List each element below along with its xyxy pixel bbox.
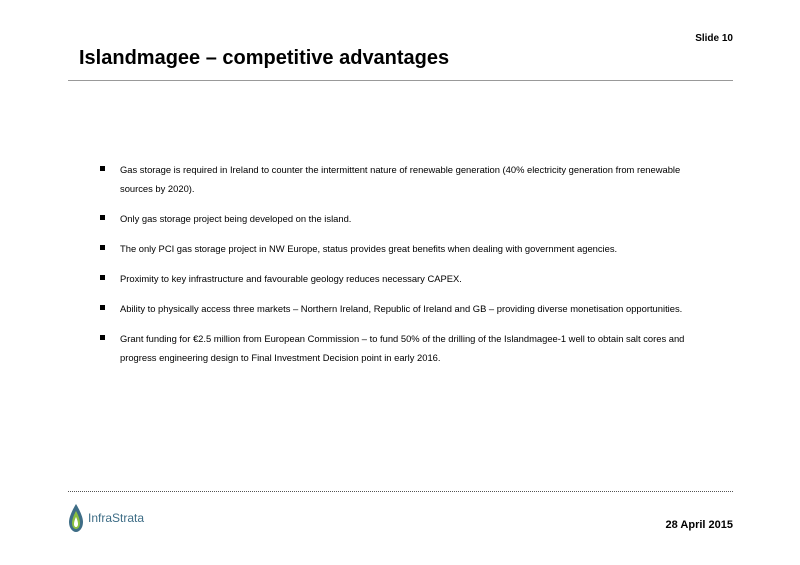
slide-title: Islandmagee – competitive advantages (79, 47, 450, 69)
bullet-item (100, 269, 700, 288)
bullet-square-icon (100, 275, 105, 280)
bullet-square-icon (100, 215, 105, 220)
bullet-item (100, 239, 700, 258)
bullet-square-icon (100, 245, 105, 250)
bullet-square-icon (100, 335, 105, 340)
bullet-text: Gas storage is required in Ireland to counter the intermittent nature of renewable generation (40% electricity generation from renewable sources by 2020). (120, 164, 681, 194)
bullet-item (100, 209, 700, 228)
bullet-square-icon (100, 305, 105, 310)
bullet-list (100, 160, 700, 367)
logo-text: InfraStrata (88, 511, 145, 525)
bullet-item (100, 329, 700, 367)
footer-date: 28 April 2015 (665, 519, 733, 531)
slide-number: Slide 10 (695, 33, 733, 44)
footer-rule (68, 491, 733, 492)
title-rule (68, 80, 733, 81)
company-logo (68, 503, 144, 533)
bullet-text: The only PCI gas storage project in NW Europe, status provides great benefits when dealing with government agencies. (120, 243, 618, 254)
bullet-text: Ability to physically access three markets – Northern Ireland, Republic of Ireland and GB – providing diverse monetisation opportunities. (120, 303, 683, 314)
droplet-logo-icon (68, 503, 84, 533)
bullet-square-icon (100, 166, 105, 171)
bullet-text: Only gas storage project being developed on the island. (120, 213, 352, 224)
bullet-item (100, 299, 700, 318)
bullet-item (100, 160, 700, 198)
bullet-text: Grant funding for €2.5 million from European Commission – to fund 50% of the drilling of the Islandmagee-1 well to obtain salt cores and progress engineering design to Final Investment Decision point in early 2016. (120, 333, 685, 363)
bullet-text: Proximity to key infrastructure and favourable geology reduces necessary CAPEX. (120, 273, 462, 284)
